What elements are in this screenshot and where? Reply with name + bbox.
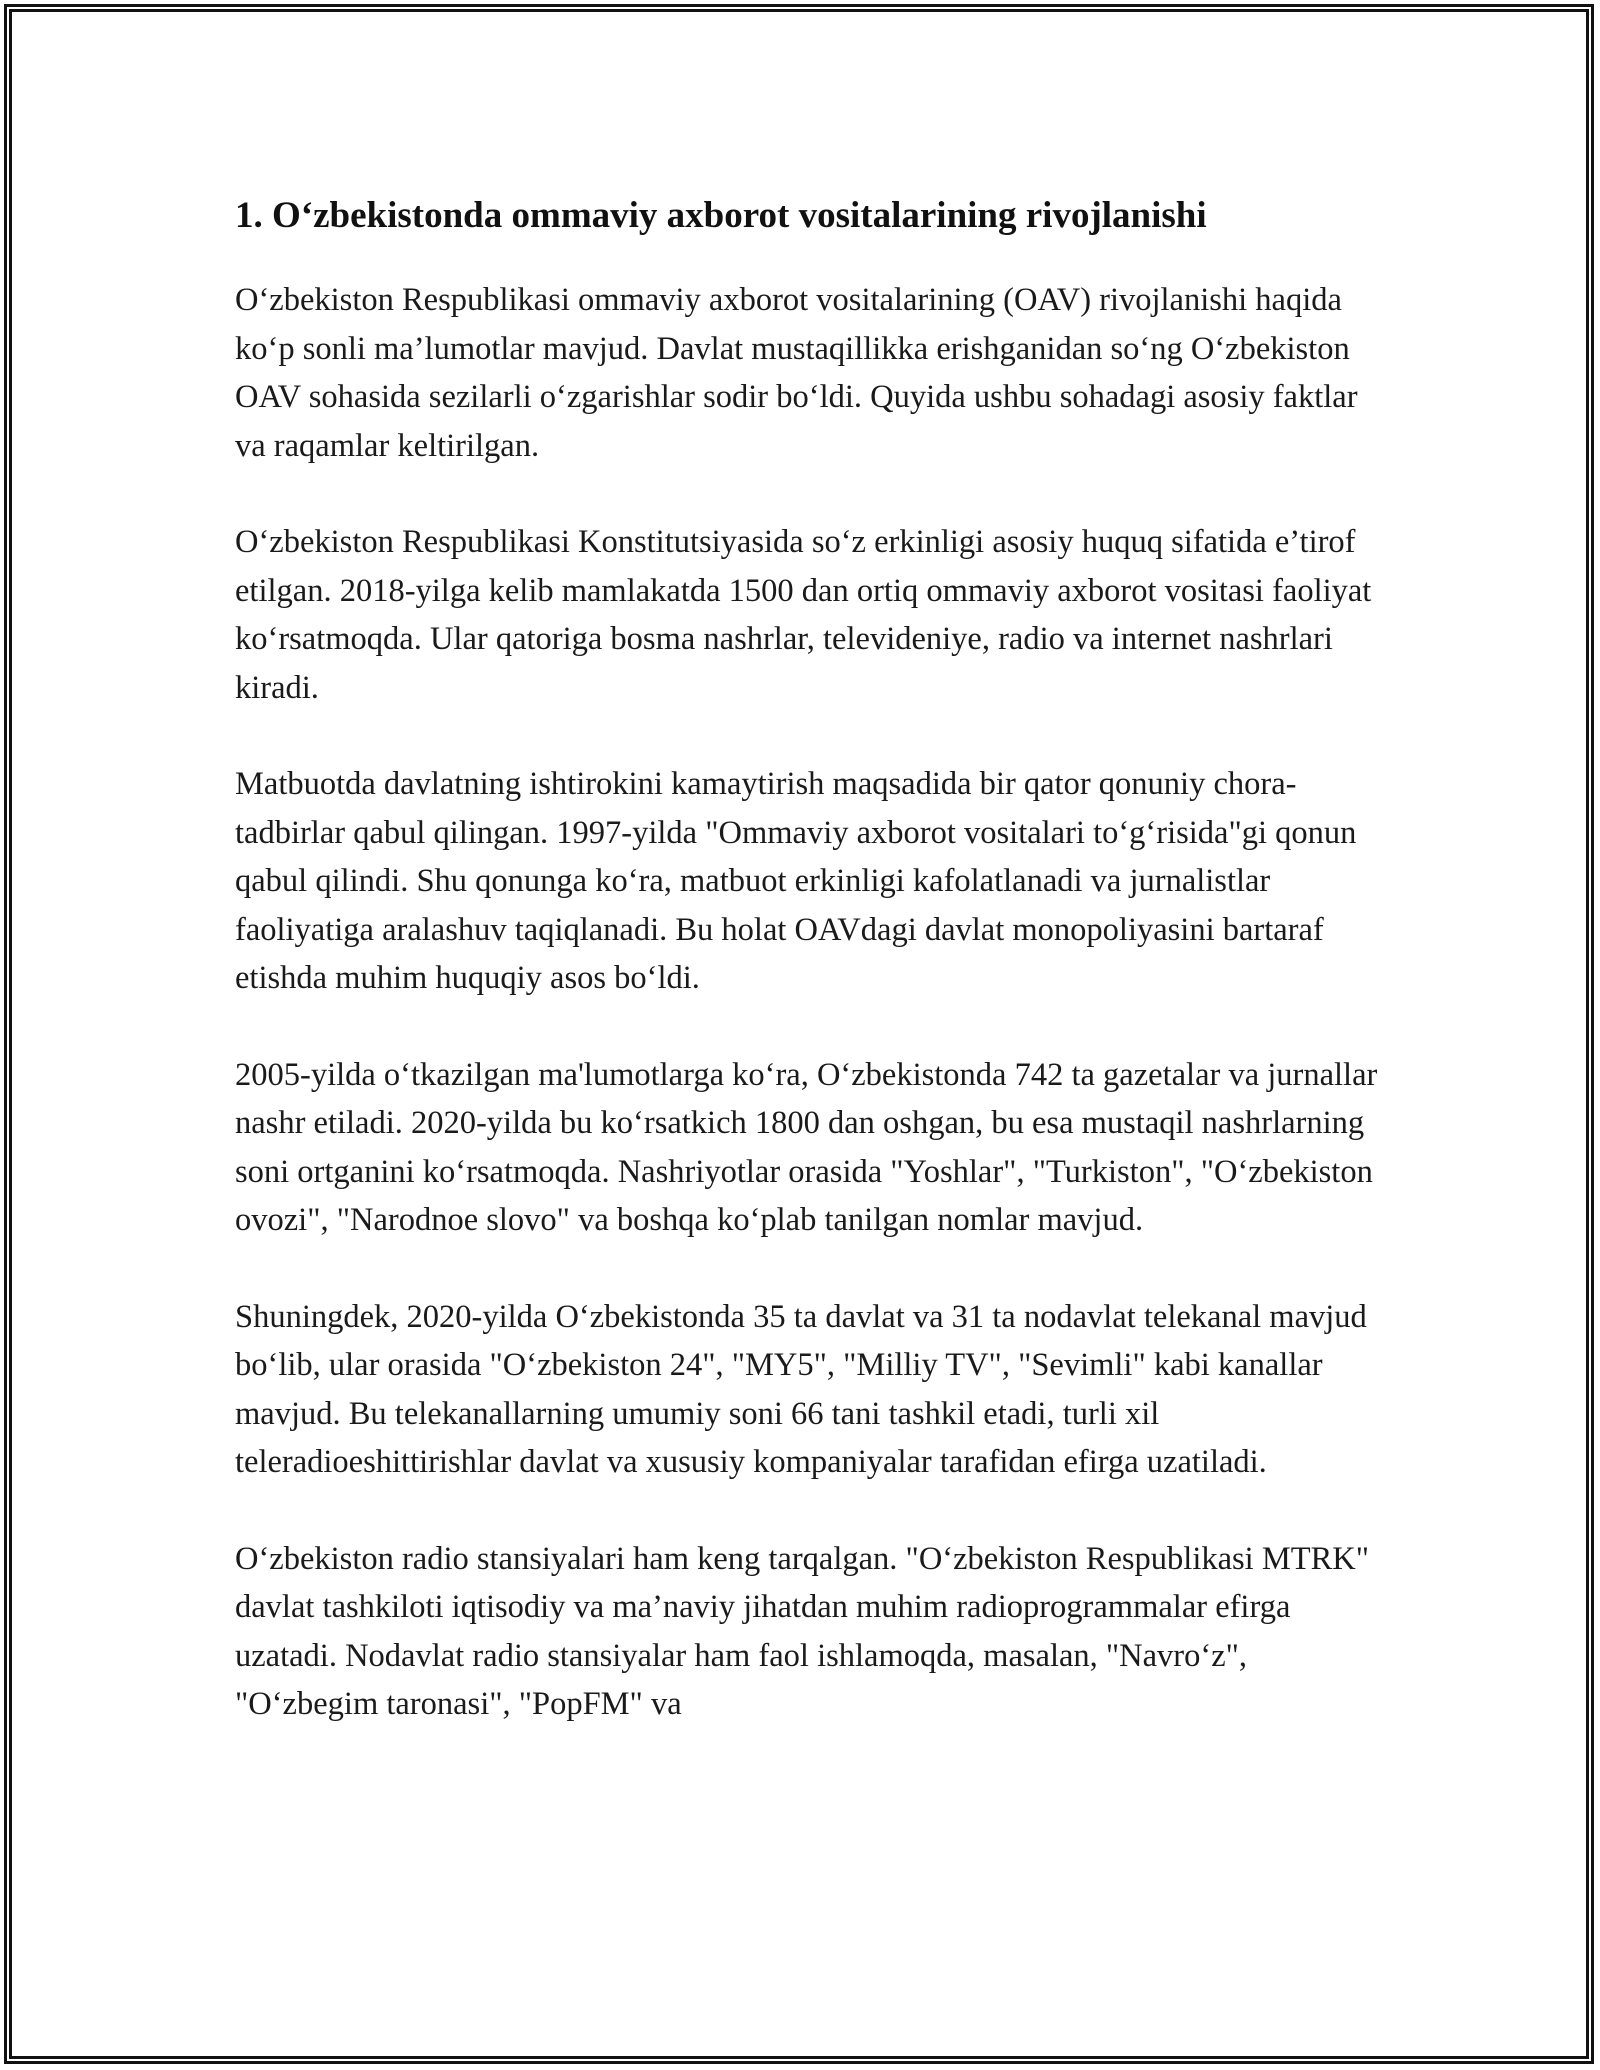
paragraph-intro: O‘zbekiston Respublikasi ommaviy axborot vositalarining (OAV) rivojlanishi haqida ko‘p sonli ma’lumotlar mavjud. Davlat mustaqillikka erishganidan so‘ng O‘zbekiston OAV sohasida sezilarli o‘zgarishlar sodir bo‘ldi. Quyida ushbu sohadagi asosiy faktlar va raqamlar keltirilgan.: [235, 282, 1358, 464]
paragraph-radio: O‘zbekiston radio stansiyalari ham keng tarqalgan. "O‘zbekiston Respublikasi MTRK" davlat tashkiloti iqtisodiy va ma’naviy jihatdan muhim radioprogrammalar efirga uzatadi. Nodavlat radio stansiyalar ham faol ishlamoqda, masalan, "Navro‘z", "O‘zbegim taronasi", "PopFM" va: [235, 1540, 1369, 1722]
section-heading: 1. O‘zbekistonda ommaviy axborot vositalarining rivojlanishi: [235, 195, 1207, 236]
paragraph-print-media: 2005-yilda o‘tkazilgan ma'lumotlarga ko‘ra, O‘zbekistonda 742 ta gazetalar va jurnallar nashr etiladi. 2020-yilda bu ko‘rsatkich 1800 dan oshgan, bu esa mustaqil nashrlarning soni ortganini ko‘rsatmoqda. Nashriyotlar orasida "Yoshlar", "Turkiston", "O‘zbekiston ovozi", "Narodnoe slovo" va boshqa ko‘plab tanilgan nomlar mavjud.: [235, 1056, 1378, 1238]
paragraph-legislation: Matbuotda davlatning ishtirokini kamaytirish maqsadida bir qator qonuniy chora-tadbirlar qabul qilingan. 1997-yilda "Ommaviy axborot vositalari to‘g‘risida"gi qonun qabul qilindi. Shu qonunga ko‘ra, matbuot erkinligi kafolatlanadi va jurnalistlar faoliyatiga aralashuv taqiqlanadi. Bu holat OAVdagi davlat monopoliyasini bartaraf etishda muhim huquqiy asos bo‘ldi.: [235, 766, 1357, 996]
document-body: [235, 186, 1385, 1777]
paragraph-constitution: O‘zbekiston Respublikasi Konstitutsiyasida so‘z erkinligi asosiy huquq sifatida e’tirof etilgan. 2018-yilga kelib mamlakatda 1500 dan ortiq ommaviy axborot vositasi faoliyat ko‘rsatmoqda. Ular qatoriga bosma nashrlar, televideniye, radio va internet nashrlari kiradi.: [235, 524, 1372, 706]
paragraph-television: Shuningdek, 2020-yilda O‘zbekistonda 35 ta davlat va 31 ta nodavlat telekanal mavjud bo‘lib, ular orasida "O‘zbekiston 24", "MY5", "Milliy TV", "Sevimli" kabi kanallar mavjud. Bu telekanallarning umumiy soni 66 tani tashkil etadi, turli xil teleradioeshittirishlar davlat va xususiy kompaniyalar tarafidan efirga uzatiladi.: [235, 1298, 1367, 1480]
